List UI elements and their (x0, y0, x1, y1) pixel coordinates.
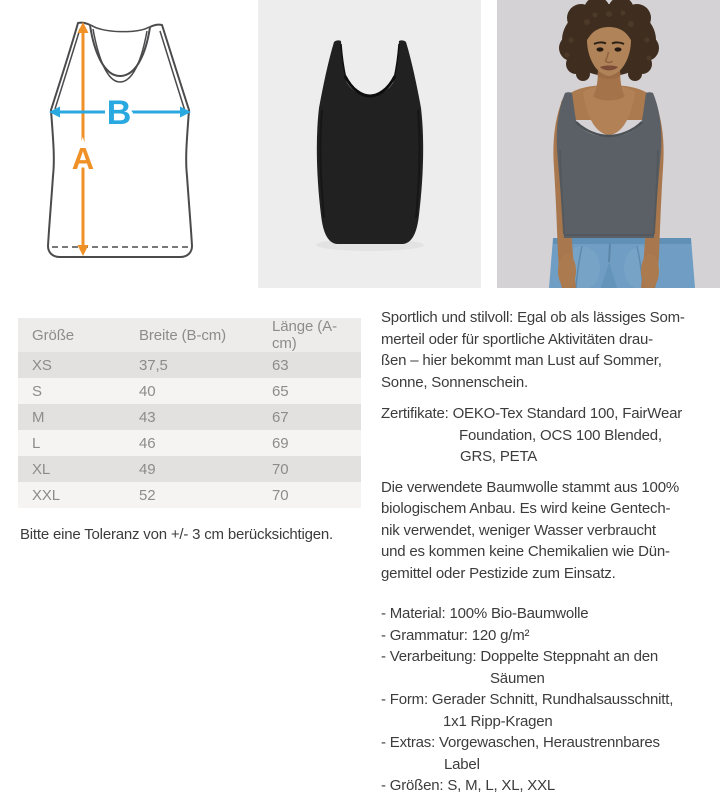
size-table-row (18, 430, 361, 456)
measure-label-a: A (71, 141, 95, 176)
description-line: biologischem Anbau. Es wird keine Gentech- (381, 500, 671, 517)
size-table-row (18, 404, 361, 430)
black-tank-top-image (258, 0, 481, 288)
size-table-cell: 67 (272, 408, 289, 426)
size-diagram-image (0, 0, 258, 288)
size-table-cell: M (32, 408, 45, 426)
description-line: nik verwendet, weniger Wasser verbraucht (381, 521, 656, 539)
description-paragraph (381, 603, 715, 797)
size-table-cell: 40 (139, 382, 156, 400)
description-line: - Material: 100% Bio-Baumwolle (381, 605, 589, 622)
size-table-cell: 70 (272, 460, 289, 478)
size-table-cell: 49 (139, 460, 156, 478)
size-table-row (18, 378, 361, 404)
model-photo (497, 0, 720, 288)
description-line: - Größen: S, M, L, XL, XXL (381, 777, 556, 794)
tank-top-outline-drawing (0, 0, 258, 288)
size-table-body (18, 352, 361, 508)
product-photo-black-tank-top (258, 0, 481, 288)
description-line: Foundation, OCS 100 Blended, (459, 426, 662, 444)
size-table-cell: 37,5 (139, 356, 168, 374)
size-table-cell: 70 (272, 486, 289, 504)
size-table-cell: 52 (139, 486, 156, 504)
measure-label-b: B (106, 94, 132, 132)
product-description (381, 307, 715, 797)
size-table-cell: XL (32, 460, 51, 478)
description-line: Säumen (490, 669, 545, 687)
description-line: - Form: Gerader Schnitt, Rundhalsausschnitt, (381, 691, 674, 708)
size-table-row (18, 352, 361, 378)
tolerance-note: Bitte eine Toleranz von +/- 3 cm berücksichtigen. (20, 526, 334, 543)
size-table-row (18, 482, 361, 508)
size-table-cell: 43 (139, 408, 156, 426)
description-line: und es kommen keine Chemikalien wie Dün- (381, 543, 670, 560)
size-table-cell: XS (32, 356, 52, 374)
size-table-column-header: Breite (B-cm) (139, 326, 227, 344)
description-line: 1x1 Ripp-Kragen (443, 712, 553, 730)
size-table-cell: S (32, 382, 42, 400)
size-chart-section (18, 318, 361, 543)
description-paragraph (381, 307, 715, 393)
size-table-cell: 63 (272, 356, 289, 374)
model-wearing-gray-tank-top-image (497, 0, 720, 288)
description-line: gemittel oder Pestizide zum Einsatz. (381, 564, 616, 582)
description-line: Sonne, Sonnenschein. (381, 373, 528, 391)
size-table-cell: 69 (272, 434, 289, 452)
description-line: merteil oder für sportliche Aktivitäten drau- (381, 330, 653, 348)
size-table-cell: 46 (139, 434, 156, 452)
size-table-row (18, 456, 361, 482)
description-line: GRS, PETA (460, 448, 538, 465)
description-line: - Grammatur: 120 g/m² (381, 626, 530, 644)
size-table-cell: 65 (272, 382, 289, 400)
size-table-column-header: Größe (32, 326, 75, 344)
size-table (18, 318, 361, 508)
size-table-cell: L (32, 434, 41, 452)
description-line: Die verwendete Baumwolle stammt aus 100% (381, 478, 679, 496)
description-line: Sportlich und stilvoll: Egal ob als lässiges Som- (381, 309, 685, 326)
size-table-column-header: Länge (A-cm) (272, 318, 337, 352)
size-table-cell: XXL (32, 486, 61, 504)
description-line: - Extras: Vorgewaschen, Heraustrennbares (381, 734, 660, 751)
description-line: ßen – hier bekommt man Lust auf Sommer, (381, 352, 662, 369)
description-line: - Verarbeitung: Doppelte Steppnaht an den (381, 648, 659, 665)
size-table-header-row (18, 318, 361, 352)
description-line: Label (444, 755, 480, 773)
description-paragraph (381, 477, 715, 585)
description-line: Zertifikate: OEKO-Tex Standard 100, FairWear (381, 405, 683, 422)
description-paragraph (381, 403, 715, 468)
